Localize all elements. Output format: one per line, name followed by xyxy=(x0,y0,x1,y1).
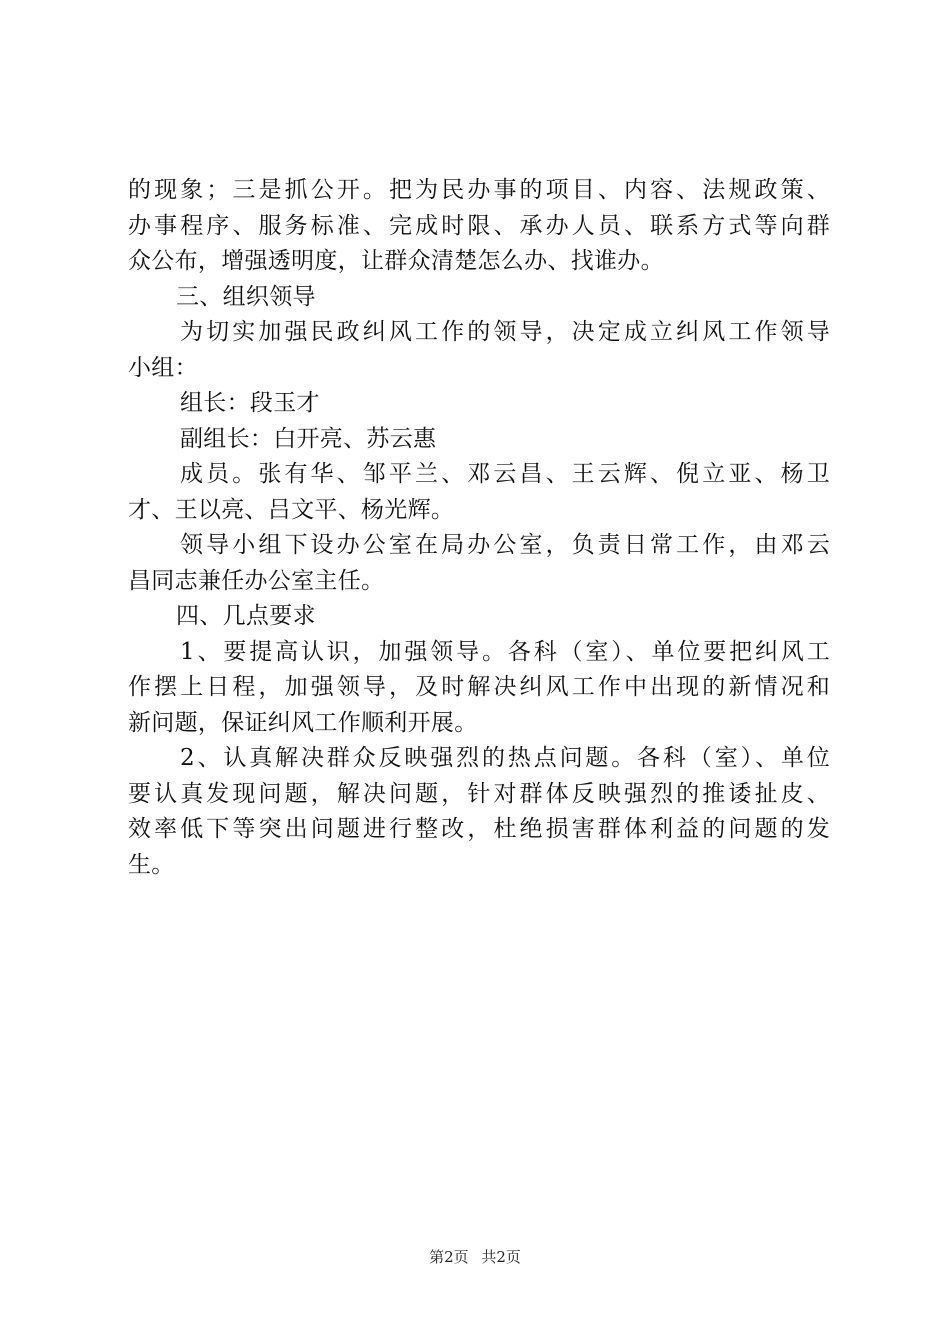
text-line: 才、王以亮、吕文平、杨光辉。 xyxy=(128,496,455,523)
text-line: 新问题，保证纠风工作顺利开展。 xyxy=(128,709,478,736)
page-count: 共2页 xyxy=(481,1248,521,1266)
text-line: 作摆上日程，加强领导，及时解决纠风工作中出现的新情况和 xyxy=(128,674,830,700)
section-heading: 三、组织领导 xyxy=(176,283,316,310)
text-line: 2、认真解决群众反映强烈的热点问题。各科（室）、单位 xyxy=(180,745,830,771)
text-line: 要认真发现问题，解决问题，针对群体反映强烈的推诿扯皮、 xyxy=(128,780,830,807)
text-line: 副组长：白开亮、苏云惠 xyxy=(180,425,437,452)
text-line: 成员。张有华、邹平兰、邓云昌、王云辉、倪立亚、杨卫 xyxy=(180,461,830,487)
text-line: 1、要提高认识，加强领导。各科（室）、单位要把纠风工 xyxy=(180,638,830,665)
page-footer xyxy=(0,1246,950,1267)
text-line: 组长：段玉才 xyxy=(180,390,320,416)
text-line: 为切实加强民政纠风工作的领导，决定成立纠风工作领导 xyxy=(180,319,830,345)
document-body xyxy=(128,173,830,883)
text-line: 效率低下等突出问题进行整改，杜绝损害群体利益的问题的发 xyxy=(128,816,830,842)
section-heading: 四、几点要求 xyxy=(176,603,316,629)
page-number: 第2页 xyxy=(429,1248,469,1266)
text-line: 昌同志兼任办公室主任。 xyxy=(128,567,385,594)
text-line: 的现象；三是抓公开。把为民办事的项目、内容、法规政策、 xyxy=(128,177,830,203)
text-line: 领导小组下设办公室在局办公室，负责日常工作，由邓云 xyxy=(180,532,830,558)
text-line: 生。 xyxy=(128,851,175,878)
text-line: 办事程序、服务标准、完成时限、承办人员、联系方式等向群 xyxy=(128,212,830,239)
text-line: 众公布，增强透明度，让群众清楚怎么办、找谁办。 xyxy=(128,248,664,274)
text-line: 小组： xyxy=(128,354,198,381)
